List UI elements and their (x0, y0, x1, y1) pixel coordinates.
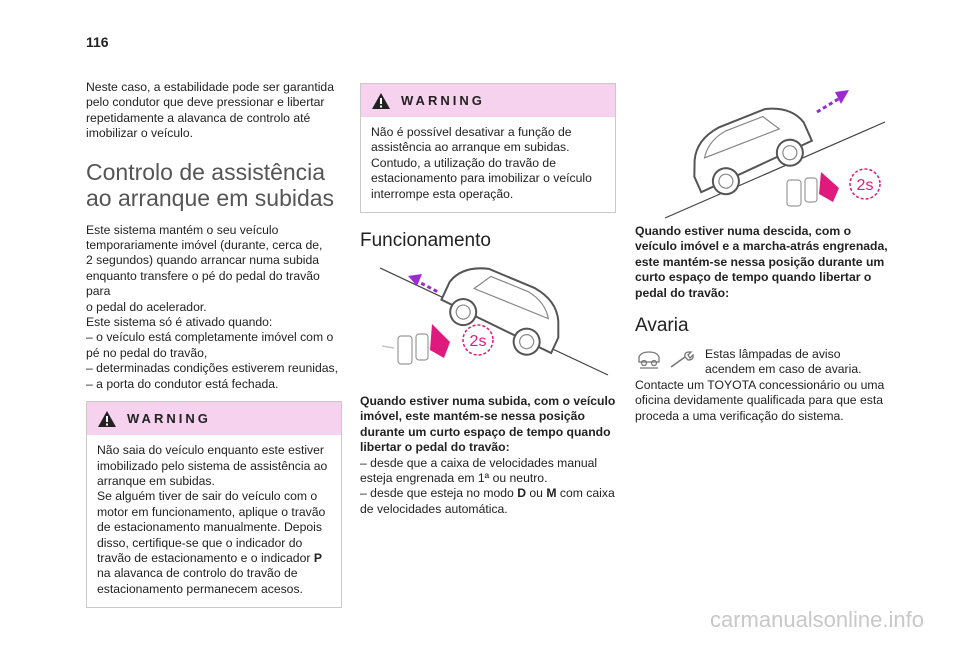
column-1 (86, 80, 342, 608)
wrench-lamp-icon (667, 349, 697, 371)
warning-text-part: na alavanca de controlo do travão de estacionamento permanecem acesos. (97, 566, 303, 596)
body-line: – a porta do condutor está fechada. (86, 376, 279, 391)
body-line: Este sistema só é ativado quando: (86, 315, 273, 330)
warning-title: WARNING (401, 93, 485, 108)
downhill-caption: Quando estiver numa descida, com o veículo imóvel e a marcha-atrás engrenada, este mantém-se nessa posição durante um curto espaço de tempo quando libertar o pedal do travão: (635, 224, 888, 300)
body-line: – o veículo está completamente imóvel com o (86, 330, 334, 345)
condition-text: ou (526, 486, 547, 501)
watermark: carmanualsonline.info (709, 607, 924, 632)
warning-header (361, 84, 615, 117)
warning-header (87, 402, 341, 435)
functioning-heading: Funcionamento (360, 230, 491, 252)
pedals-icon (787, 172, 839, 206)
body-line: – determinadas condições estiverem reunidas, (86, 361, 339, 376)
avaria-heading: Avaria (635, 315, 689, 337)
pedals-icon (382, 324, 450, 364)
avaria-lead: Estas lâmpadas de aviso acendem em caso de avaria. (705, 347, 862, 377)
body-line: Este sistema mantém o seu veículo (86, 222, 279, 237)
warning-text: Não é possível desativar a função de assistência ao arranque em subidas. Contudo, a utilização do travão de estacionamento para imobilizar o veículo interrompe esta operação. (371, 125, 592, 201)
avaria-paragraph: Contacte um TOYOTA concessionário ou uma oficina devidamente qualificada para que esta proceda a uma verificação do sistema. (635, 377, 885, 423)
page-number: 116 (86, 34, 109, 50)
mode-d: D (517, 486, 527, 501)
letter-p: P (313, 550, 322, 565)
warning-body (87, 435, 341, 607)
warning-text (97, 443, 331, 597)
uphill-car-illustration (360, 254, 616, 384)
body-line: pé no pedal do travão, (86, 345, 208, 360)
hill-start-lamp-icon (635, 349, 663, 371)
mode-m: M (546, 486, 557, 501)
downhill-car-illustration (635, 76, 891, 222)
column-2 (360, 83, 616, 517)
warning-title: WARNING (127, 411, 211, 427)
body-line: enquanto transfere o pé do pedal do travão para (86, 268, 320, 299)
intro-paragraph: Neste caso, a estabilidade pode ser garantida pelo condutor que deve pressionar e libertar repetidamente a alavanca de controlo até imobilizar o veículo. (86, 80, 334, 141)
warning-triangle-icon (97, 410, 117, 428)
condition-text: – desde que esteja no modo (360, 486, 518, 501)
condition-manual: – desde que a caixa de velocidades manual esteja engrenada em 1ª ou neutro. (360, 455, 598, 486)
warning-lamps (635, 347, 705, 371)
timer-badge-label: 2s (856, 177, 874, 194)
column-3 (635, 76, 891, 424)
avaria-row (635, 347, 891, 378)
description-paragraph (86, 223, 342, 392)
section-title-line-1: Controlo de assistência (86, 158, 326, 185)
warning-body (361, 117, 615, 212)
warning-box-deactivate (360, 83, 616, 213)
uphill-caption: Quando estiver numa subida, com o veículo imóvel, este mantém-se nessa posição durante um curto espaço de tempo quando libertar o pedal do travão: (360, 394, 616, 455)
timer-badge-label: 2s (469, 333, 487, 351)
condition-automatic (360, 486, 616, 517)
section-title-line-2: ao arranque em subidas (86, 184, 335, 211)
condition-text: com caixa de velocidades automática. (360, 486, 615, 516)
warning-triangle-icon (371, 92, 391, 110)
body-line: temporariamente imóvel (durante, cerca de, (86, 238, 323, 253)
warning-text-part: Não saia do veículo enquanto este estiver imobilizado pelo sistema de assistência ao arranque em subidas. Se alguém tiver de sair do veículo com o motor em funcionamento, aplique o travão de estacionamento manualmente. Depois disso, certifique-se que o indicador do travão de estacionamento e o indicador (97, 443, 328, 565)
warning-box-parking (86, 401, 342, 608)
section-title (86, 159, 342, 211)
body-line: 2 segundos) quando arrancar numa subida (86, 253, 320, 268)
arrow-icon (817, 90, 849, 112)
body-line: o pedal do acelerador. (86, 299, 207, 314)
